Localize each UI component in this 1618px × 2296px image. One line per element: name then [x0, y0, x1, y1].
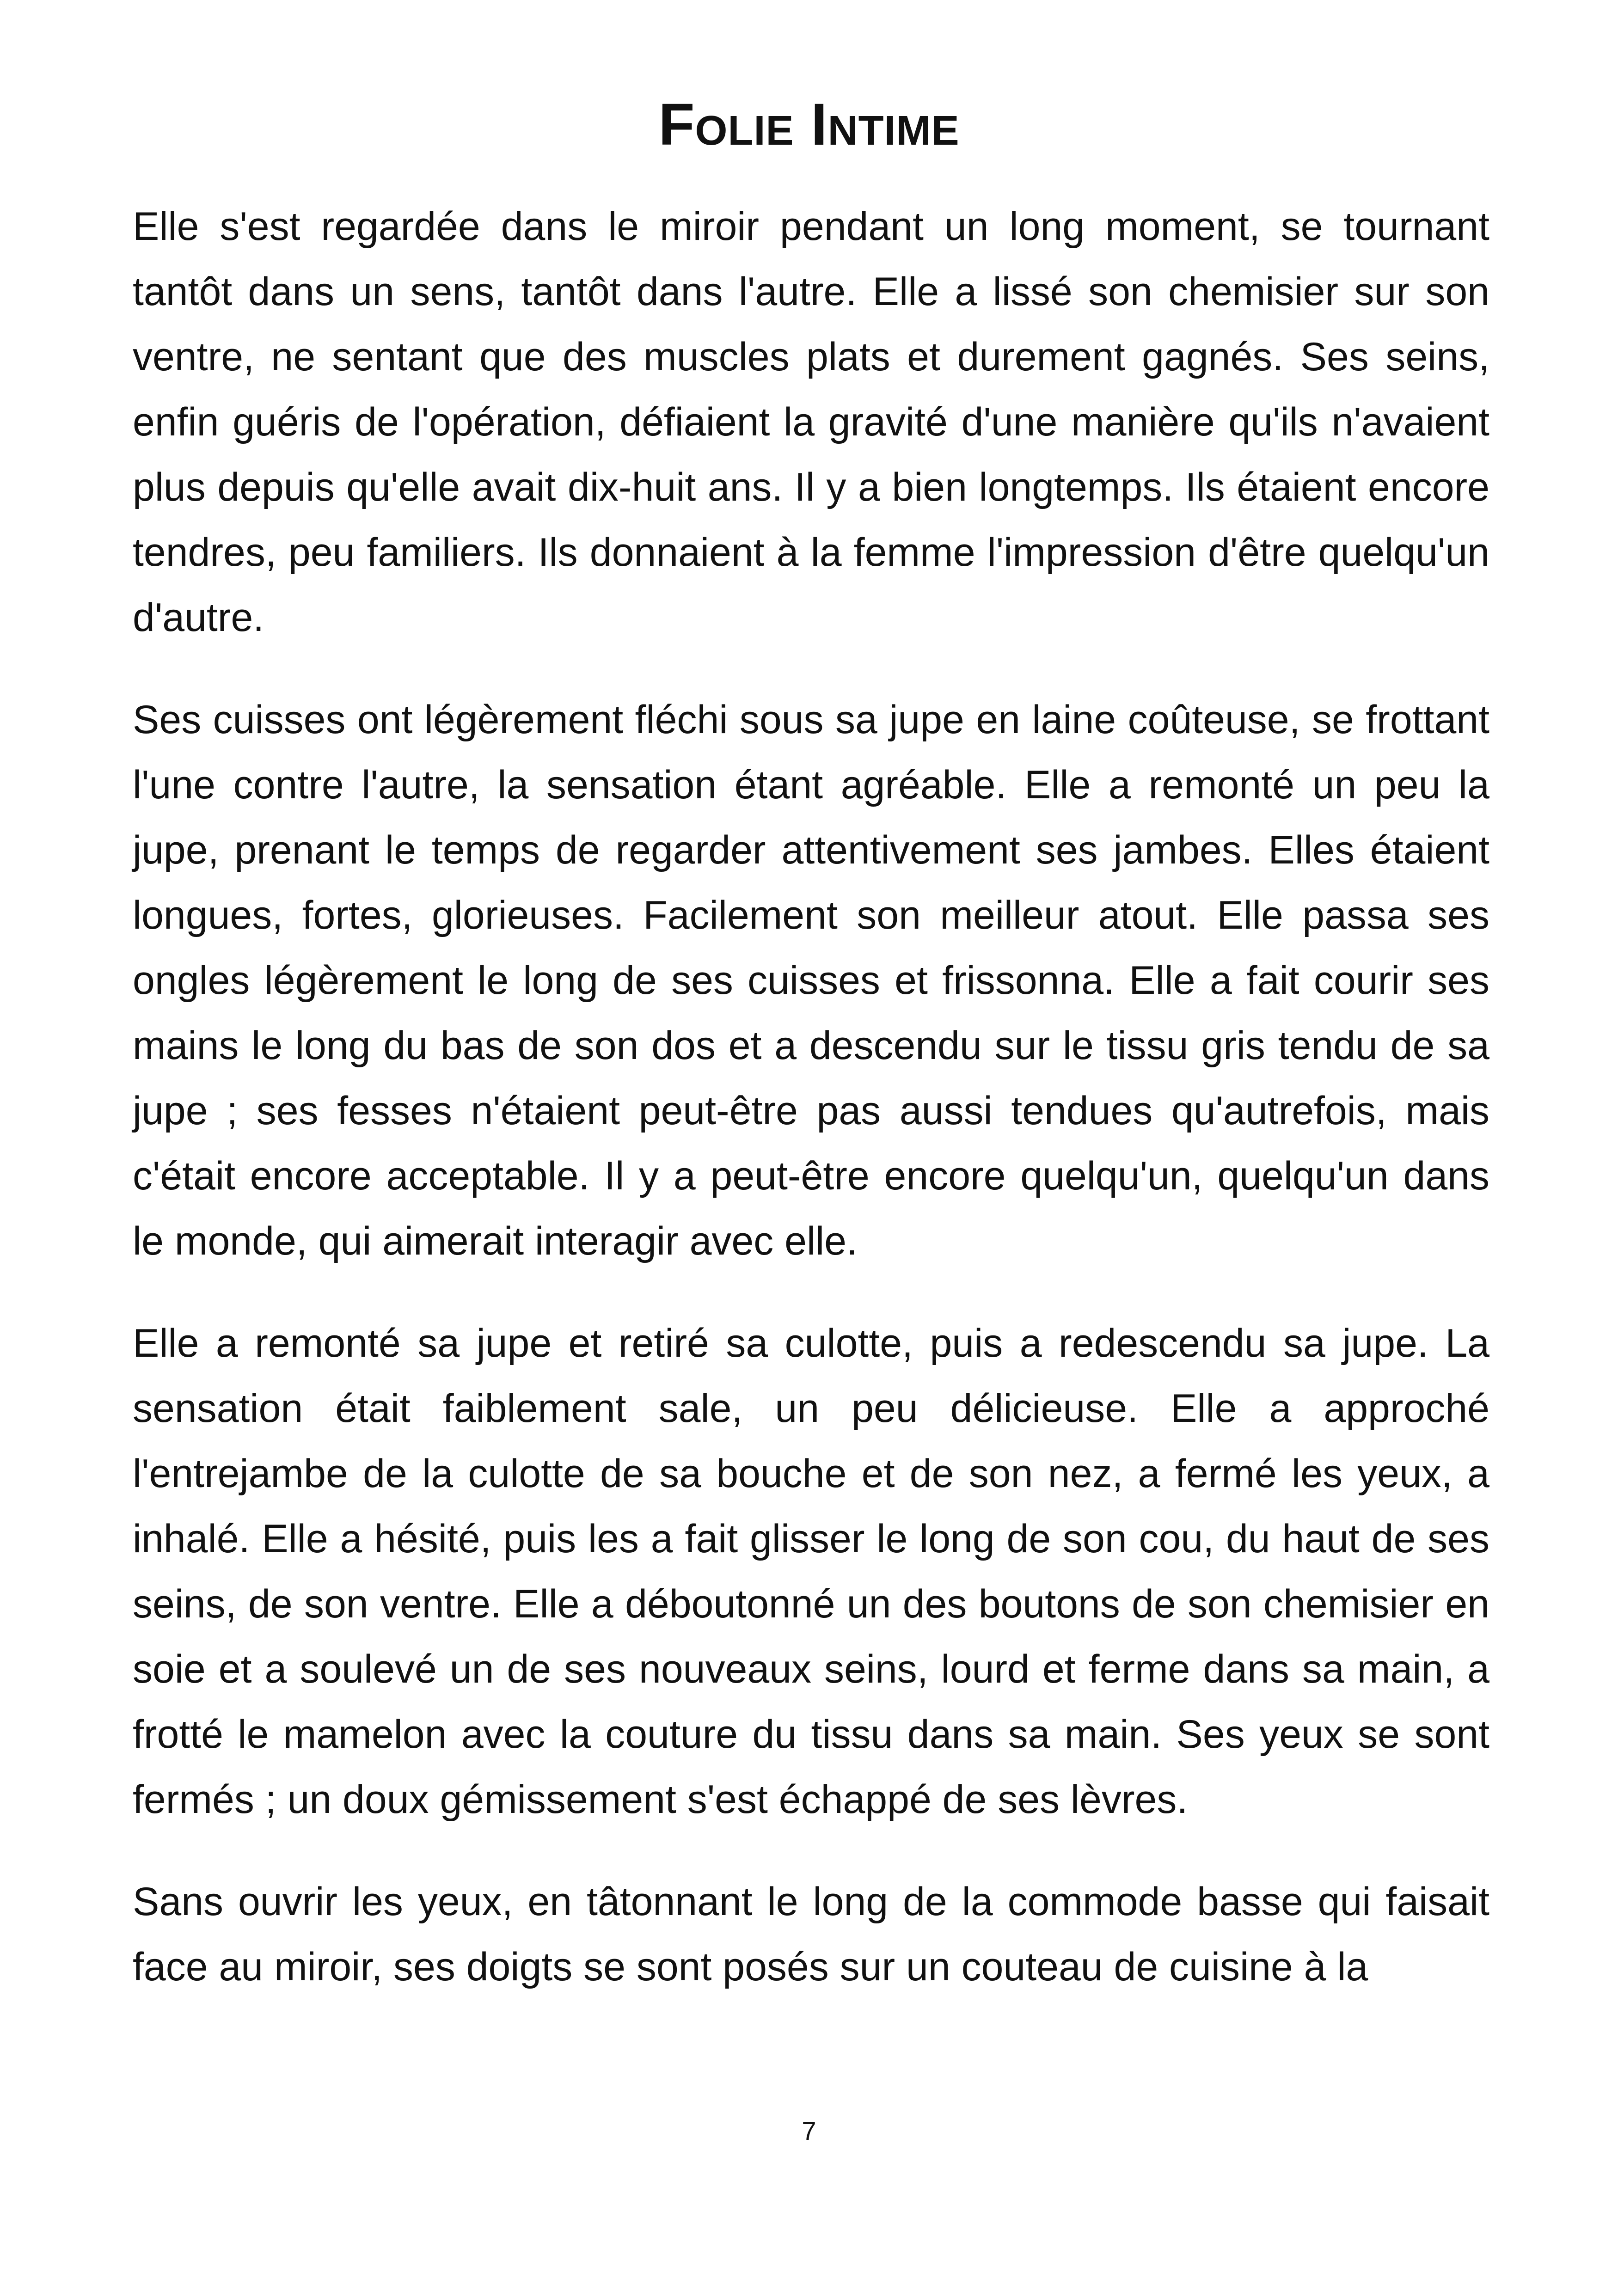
paragraph: Elle s'est regardée dans le miroir pendant un long moment, se tournant tantôt dans un sens, tantôt dans l'autre. Elle a lissé son chemisier sur son ventre, ne sentant que des muscles plats et durement gagnés. Ses seins, enfin guéris de l'opération, défiaient la gravité d'une manière qu'ils n'avaient plus depuis qu'elle avait dix-huit ans. Il y a bien longtemps. Ils étaient encore tendres, peu familiers. Ils donnaient à la femme l'impression d'être quelqu'un d'autre. — [133, 204, 1489, 640]
body-text — [133, 194, 1489, 2037]
paragraph: Elle a remonté sa jupe et retiré sa culotte, puis a redescendu sa jupe. La sensation était faiblement sale, un peu délicieuse. Elle a approché l'entrejambe de la culotte de sa bouche et de son nez, a fermé les yeux, a inhalé. Elle a hésité, puis les a fait glisser le long de son cou, du haut de ses seins, de son ventre. Elle a déboutonné un des boutons de son chemisier en soie et a soulevé un de ses nouveaux seins, lourd et ferme dans sa main, a frotté le mamelon avec la couture du tissu dans sa main. Ses yeux se sont fermés ; un doux gémissement s'est échappé de ses lèvres. — [133, 1321, 1489, 1822]
paragraph: Sans ouvrir les yeux, en tâtonnant le long de la commode basse qui faisait face au miroir, ses doigts se sont posés sur un couteau de cuisine à la — [133, 1880, 1489, 1989]
page-number: 7 — [802, 2116, 816, 2145]
page-title: Folie Intime — [658, 92, 960, 158]
paragraph: Ses cuisses ont légèrement fléchi sous sa jupe en laine coûteuse, se frottant l'une contre l'autre, la sensation étant agréable. Elle a remonté un peu la jupe, prenant le temps de regarder attentivement ses jambes. Elles étaient longues, fortes, glorieuses. Facilement son meilleur atout. Elle passa ses ongles légèrement le long de ses cuisses et frissonna. Elle a fait courir ses mains le long du bas de son dos et a descendu sur le tissu gris tendu de sa jupe ; ses fesses n'étaient peut-être pas aussi tendues qu'autrefois, mais c'était encore acceptable. Il y a peut-être encore quelqu'un, quelqu'un dans le monde, qui aimerait interagir avec elle. — [133, 698, 1489, 1263]
